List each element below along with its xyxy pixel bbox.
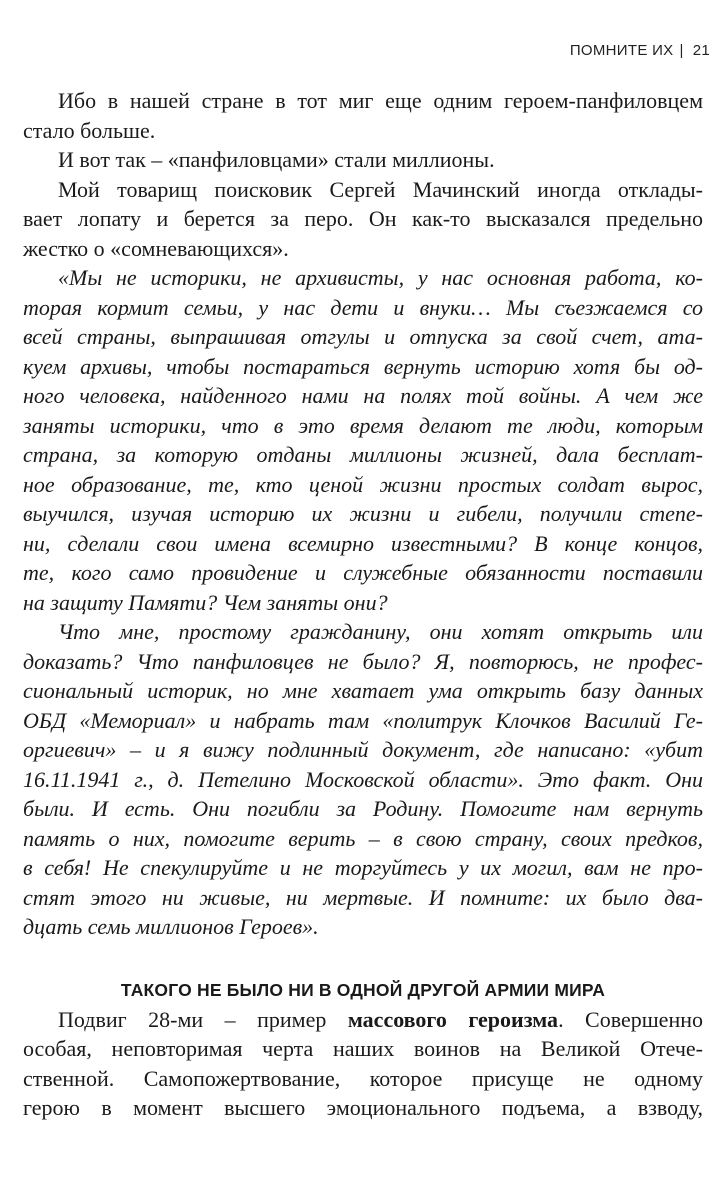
intro-paragraphs bbox=[23, 86, 703, 263]
text-run: Подвиг 28-ми – пример bbox=[58, 1006, 348, 1032]
text-line: герою в момент высшего эмоционального подъема, а взводу, bbox=[23, 1095, 703, 1120]
text-line bbox=[23, 1005, 703, 1035]
text-line: дцать семь миллионов Героев». bbox=[23, 914, 319, 939]
page-body bbox=[23, 86, 703, 1123]
running-title: ПОМНИТЕ ИХ bbox=[569, 42, 674, 59]
text-line: всей страны, выпрашивая отгулы и отпуска за свой счет, ата- bbox=[23, 324, 703, 349]
text-line: Что мне, простому гражданину, они хотят открыть или bbox=[58, 619, 703, 644]
emphasis-text: массового героизма bbox=[347, 1006, 559, 1032]
text-line: стят этого ни живые, ни мертвые. И помните: их было два- bbox=[23, 884, 703, 910]
header-separator: | bbox=[679, 42, 684, 59]
text-line: сиональный историк, но мне хватает ума открыть базу данных bbox=[23, 678, 703, 703]
text-line: доказать? Что панфиловцев не было? Я, повторюсь, не профес- bbox=[23, 648, 703, 674]
text-line: оргиевич» – и я вижу подлинный документ, где написано: «убит bbox=[23, 737, 703, 762]
text-line: особая, неповторимая черта наших воинов на Великой Отече- bbox=[23, 1036, 703, 1061]
section-paragraph bbox=[23, 1005, 703, 1123]
text-line: страна, за которую отданы миллионы жизней, дала бесплат- bbox=[23, 442, 703, 467]
text-line: ОБД «Мемориал» и набрать там «политрук Клочков Василий Ге- bbox=[23, 707, 703, 733]
quote-block bbox=[23, 263, 703, 942]
text-line: стало больше. bbox=[23, 117, 156, 143]
text-line: 16.11.1941 г., д. Петелино Московской области». Это факт. Они bbox=[23, 766, 703, 792]
text-line: куем архивы, чтобы постараться вернуть историю хотя бы од- bbox=[23, 353, 703, 379]
running-header bbox=[570, 42, 710, 59]
text-line: жестко о «сомневающихся». bbox=[23, 235, 289, 261]
text-line: ственной. Самопожертвование, которое присуще не одному bbox=[23, 1065, 703, 1091]
section-heading: ТАКОГО НЕ БЫЛО НИ В ОДНОЙ ДРУГОЙ АРМИИ МИРА bbox=[120, 979, 606, 1000]
text-line: ное образование, те, кто ценой жизни простых солдат вырос, bbox=[23, 471, 703, 497]
text-line: те, кого само провидение и служебные обязанности поставили bbox=[23, 560, 703, 585]
text-line: выучился, изучая историю их жизни и гибели, получили степе- bbox=[23, 501, 703, 526]
text-line: память о них, помогите верить – в свою страну, своих предков, bbox=[23, 825, 703, 851]
text-line: ного человека, найденного нами на полях той войны. А чем же bbox=[23, 383, 703, 408]
text-line: Мой товарищ поисковик Сергей Мачинский иногда отклады- bbox=[58, 176, 703, 202]
text-line: вает лопату и берется за перо. Он как-то высказался предельно bbox=[23, 206, 703, 231]
text-run: . Совершенно bbox=[558, 1006, 703, 1032]
text-line: на защиту Памяти? Чем заняты они? bbox=[23, 589, 388, 615]
text-line: торая кормит семьи, у нас дети и внуки… Мы съезжаемся со bbox=[23, 294, 703, 320]
text-line: И вот так – «панфиловцами» стали миллионы. bbox=[58, 147, 495, 172]
text-line: заняты историки, что в это время делают те люди, которым bbox=[23, 412, 703, 438]
text-line: ни, сделали свои имена всемирно известными? В конце концов, bbox=[23, 530, 703, 556]
text-line: в себя! Не спекулируйте и не торгуйтесь у их могил, вам не про- bbox=[23, 855, 703, 880]
page-number: 21 bbox=[692, 42, 710, 59]
text-line: Ибо в нашей стране в тот миг еще одним героем-панфиловцем bbox=[58, 88, 703, 113]
text-line: были. И есть. Они погибли за Родину. Помогите нам вернуть bbox=[23, 796, 703, 821]
text-line: «Мы не историки, не архивисты, у нас основная работа, ко- bbox=[58, 265, 703, 290]
